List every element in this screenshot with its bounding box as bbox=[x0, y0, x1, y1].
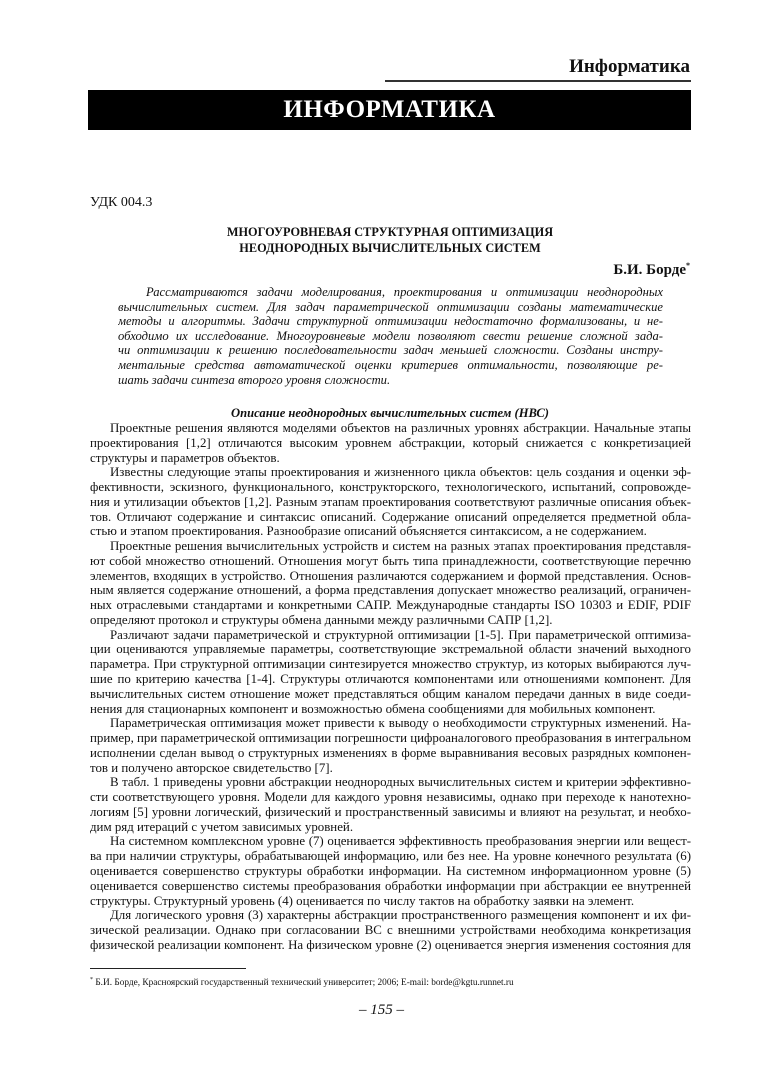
paragraph-line: Проектные решения являются моделями объектов на различных уровнях абстракции. Начальные этапы bbox=[110, 421, 691, 435]
paragraph bbox=[90, 628, 691, 717]
paragraph-line: проектирования [1,2] отличаются высоким уровнем абстракции, который снижается с конкретизацией bbox=[90, 435, 691, 450]
footnote-mark: * bbox=[686, 261, 690, 270]
title-line: НЕОДНОРОДНЫХ ВЫЧИСЛИТЕЛЬНЫХ СИСТЕМ bbox=[239, 241, 541, 255]
paragraph-line: нения для стационарных компонент и возможностью обмена сообщениями для мобильных компонент. bbox=[90, 701, 656, 716]
paragraph-line: Различают задачи параметрической и структурной оптимизации [1-5]. При параметрической оптимиза- bbox=[110, 627, 691, 642]
paragraph bbox=[90, 421, 691, 465]
paragraph-line: параметра. При структурной оптимизации синтезируется множество структур, из которых выбираются луч- bbox=[90, 657, 691, 672]
abstract-line: чи оптимизации к решению последовательности задач меньшей сложности. Созданы инстру- bbox=[118, 343, 663, 358]
paragraph-line: структуры и параметров объектов. bbox=[90, 450, 280, 465]
udk-code: УДК 004.3 bbox=[90, 195, 153, 210]
paragraph bbox=[90, 908, 691, 952]
header-rule bbox=[385, 80, 691, 82]
paragraph-line: логиям [5] уровни логический, физический и пространственный зависимы и влияют на результат, и необхо- bbox=[90, 804, 691, 819]
paragraph-line: В табл. 1 приведены уровни абстракции неоднородных вычислительных систем и критерии эффективно- bbox=[110, 775, 691, 790]
paragraph-line: пример, при параметрической оптимизации погрешности цифроаналогового преобразования в интегральном bbox=[90, 731, 691, 746]
paragraph-line: Параметрическая оптимизация может привести к выводу о необходимости структурных изменений. На- bbox=[110, 716, 691, 731]
paragraph bbox=[90, 775, 691, 834]
footnote-text: Б.И. Борде, Красноярский государственный технический университет; 2006; E-mail: borde@kgtu.runnet.ru bbox=[95, 978, 514, 988]
paragraph-line: исполнении сделан вывод о структурных изменениях в форме выравнивания весовых разрядных компонен- bbox=[90, 745, 691, 760]
paragraph-line: сти соответствующего уровня. Модели для каждого уровня независимы, однако при переходе к нанотехно- bbox=[90, 790, 691, 805]
section-heading: Описание неоднородных вычислительных систем (НВС) bbox=[231, 406, 549, 420]
paragraph-line: дим ряд итераций с учетом зависимых уровней. bbox=[90, 819, 354, 834]
paragraph-line: шие по критерию качества [1-4]. Структуры отличаются компонентами или отношениями компонент. Для bbox=[90, 672, 691, 687]
abstract bbox=[118, 285, 663, 387]
running-head: Информатика bbox=[569, 56, 690, 77]
paragraph-line: ния и утилизации объектов [1,2]. Разным этапам проектирования соответствуют различные описания объек- bbox=[90, 494, 691, 509]
footnote bbox=[90, 978, 514, 989]
abstract-line: ментальные средства автоматической оценки критериев оптимальности, позволяющие ре- bbox=[118, 357, 663, 372]
section-banner: ИНФОРМАТИКА bbox=[88, 90, 691, 130]
paragraph bbox=[90, 465, 691, 539]
paragraph-line: ют собой множество отношений. Отношения могут быть типа принадлежности, соответствующие перечню bbox=[90, 553, 691, 568]
paragraph-line: тов и получено авторское свидетельство [7]. bbox=[90, 760, 333, 775]
paragraph-line: Проектные решения вычислительных устройств и систем на разных этапах проектирования представля- bbox=[110, 539, 691, 554]
paragraph-line: стью и этапом проектирования. Разнообразие описаний объясняется синтаксисом, а не содержанием. bbox=[90, 524, 647, 539]
paragraph-line: вычислительных систем отношение может представляться общим каналом передачи данных в виде соеди- bbox=[90, 686, 691, 701]
article-title bbox=[90, 224, 690, 256]
abstract-line: методы и алгоритмы. Задачи структурной оптимизации недостаточно формализованы, и не- bbox=[118, 314, 663, 329]
paragraph-line: Известны следующие этапы проектирования и жизненного цикла объектов: цель создания и оценки эф- bbox=[110, 465, 691, 480]
author bbox=[613, 261, 690, 279]
body-text bbox=[90, 421, 691, 953]
paragraph-line: ции оцениваются управляемые параметры, соответствующие экстремальной области значений выходного bbox=[90, 642, 691, 657]
paragraph-line: оценивается совершенство структуры обработки информации. На системном информационном уровне (5) bbox=[90, 863, 691, 878]
paragraph-line: ным является содержание отношений, а форма представления допускает множество реализаций, ограничен- bbox=[90, 583, 691, 598]
paragraph-line: зической реализации. Однако при согласовании ВС с внешними устройствами необходима конкретизация bbox=[90, 923, 691, 938]
footnote-rule bbox=[90, 968, 246, 969]
abstract-line: шать задачи синтеза второго уровня сложности. bbox=[118, 372, 391, 387]
paragraph-line: Для логического уровня (3) характерны абстракции пространственного размещения компонент и их фи- bbox=[110, 908, 691, 923]
paragraph-line: оценивается совершенство системы преобразования обработки информации при абстракции ее внутренней bbox=[90, 878, 691, 893]
paragraph-line: структуры. Структурный уровень (4) оценивается по числу тактов на обработку заявки на элемент. bbox=[90, 893, 635, 908]
paragraph bbox=[90, 716, 691, 775]
abstract-line: вычислительных систем. Для задач параметрической оптимизации созданы математические bbox=[118, 299, 663, 314]
abstract-line: обходимо их исследование. Многоуровневые модели позволяют свести решение сложной зада- bbox=[118, 328, 663, 343]
paragraph-line: На системном комплексном уровне (7) оценивается эффективность преобразования энергии или вещест- bbox=[110, 834, 691, 849]
author-name: Б.И. Борде bbox=[613, 262, 686, 278]
paragraph-line: элементов, входящих в устройство. Отношения различаются содержанием и формой представления. Основ- bbox=[90, 568, 691, 583]
paragraph-line: фективности, эскизного, функционального, конструкторского, технологического, испытаний, сопровожде- bbox=[90, 480, 691, 495]
paragraph-line: тов. Отличают содержание и синтаксис описаний. Содержание описаний определяется предметной обла- bbox=[90, 509, 691, 524]
paragraph bbox=[90, 834, 691, 908]
title-line: МНОГОУРОВНЕВАЯ СТРУКТУРНАЯ ОПТИМИЗАЦИЯ bbox=[226, 225, 554, 239]
paragraph-line: ва при наличии структуры, обрабатывающей информацию, или без нее. На уровне конечного результата (6) bbox=[90, 849, 691, 864]
paragraph bbox=[90, 539, 691, 628]
footnote-mark: * bbox=[90, 976, 93, 983]
page-number: – 155 – bbox=[359, 1002, 404, 1018]
paragraph-line: физической реализации компонент. На физическом уровне (2) оценивается энергия изменения состояния для bbox=[90, 937, 691, 952]
paragraph-line: ных отраслевыми стандартами и конкретными САПР. Международные стандарты ISO 10303 и EDIF, PDIF bbox=[90, 598, 691, 613]
paragraph-line: определяют протокол и структуры обмена данными между различными САПР [1,2]. bbox=[90, 612, 553, 627]
abstract-line: Рассматриваются задачи моделирования, проектирования и оптимизации неоднородных bbox=[146, 285, 663, 299]
